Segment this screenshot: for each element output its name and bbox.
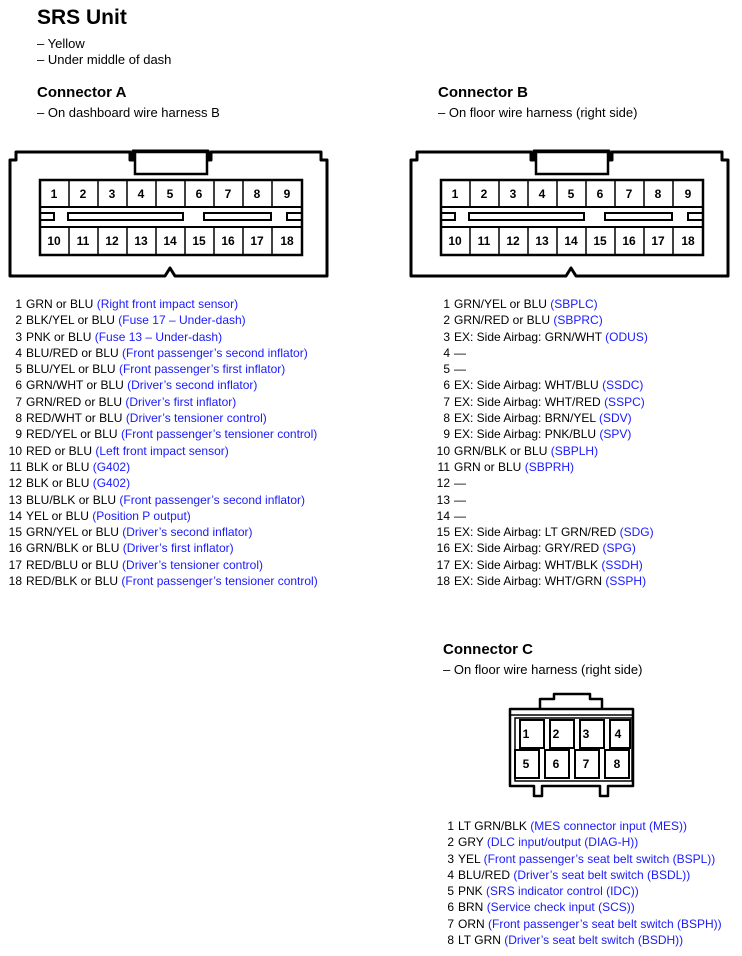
unit-color: – Yellow (37, 36, 85, 51)
pin-label: 3 (582, 727, 590, 741)
pin-row: 14 — (436, 508, 466, 523)
pin-row: 2 BLK/YEL or BLU (Fuse 17 – Under-dash) (15, 313, 246, 328)
pin-row: 16 GRN/BLK or BLU (Driver’s first inflator) (8, 541, 234, 556)
pin-label: 7 (582, 757, 590, 771)
pin-row: 1 LT GRN/BLK (MES connector input (MES)) (447, 819, 687, 833)
connector-b-latch (536, 152, 608, 174)
pin-row: 12 — (436, 476, 466, 491)
pin-label: 13 (535, 234, 549, 248)
connector-c-housing (510, 709, 633, 796)
connector-a-location: – On dashboard wire harness B (37, 105, 220, 120)
pin-row: 5 BLU/YEL or BLU (Front passenger’s first inflator) (15, 362, 286, 377)
connector-a-latch (135, 152, 207, 174)
pin-row: 15 EX: Side Airbag: LT GRN/RED (SDG) (436, 525, 654, 540)
pin-row: 6 BRN (Service check input (SCS)) (447, 900, 635, 915)
pin-row: 18 EX: Side Airbag: WHT/GRN (SSPH) (436, 574, 647, 589)
pin-row: 10 RED or BLU (Left front impact sensor) (8, 443, 229, 458)
pin-label: 7 (625, 187, 633, 201)
connector-b-diagram (401, 140, 741, 285)
pin-row: 4 BLU/RED (Driver’s seat belt switch (BSDL)) (447, 867, 691, 882)
unit-details (37, 36, 171, 68)
pin-label: 5 (522, 757, 530, 771)
pin-label: 8 (613, 757, 621, 771)
pin-label: 2 (552, 727, 560, 741)
pin-row: 11 BLK or BLU (G402) (9, 459, 131, 474)
connector-a-pins (47, 180, 294, 255)
pin-row: 10 GRN/BLK or BLU (SBPLH) (436, 443, 599, 458)
pin-row: 11 GRN or BLU (SBPRH) (437, 459, 575, 474)
pin-label: 16 (622, 234, 636, 248)
pin-label: 8 (654, 187, 662, 201)
pin-row: 12 BLK or BLU (G402) (8, 476, 131, 491)
unit-location: – Under middle of dash (37, 52, 172, 67)
pin-row: 8 EX: Side Airbag: BRN/YEL (SDV) (443, 411, 632, 426)
pin-label: 5 (166, 187, 174, 201)
pin-label: 17 (651, 234, 665, 248)
pin-label: 14 (564, 234, 578, 248)
pin-row: 7 EX: Side Airbag: WHT/RED (SSPC) (443, 394, 645, 409)
page-title: SRS Unit (37, 6, 127, 29)
pin-label: 4 (137, 187, 145, 201)
pin-row: 13 — (436, 492, 466, 507)
pin-label: 9 (283, 187, 291, 201)
pin-row: 4 — (443, 345, 466, 360)
pin-row: 3 EX: Side Airbag: GRN/WHT (ODUS) (443, 329, 648, 344)
pin-row: 5 PNK (SRS indicator control (IDC)) (447, 884, 639, 899)
connector-c-pin-list (432, 818, 722, 948)
pin-row: 17 EX: Side Airbag: WHT/BLK (SSDH) (436, 557, 643, 572)
pin-row: 13 BLU/BLK or BLU (Front passenger’s second inflator) (8, 492, 306, 507)
pin-label: 13 (134, 234, 148, 248)
pin-label: 14 (163, 234, 177, 248)
connector-c-latch (540, 694, 602, 709)
pin-row: 2 GRN/RED or BLU (SBPRC) (443, 313, 603, 328)
pin-label: 2 (79, 187, 87, 201)
pin-row: 1 GRN or BLU (Right front impact sensor) (15, 297, 239, 311)
connector-a-pin-list (0, 296, 318, 589)
pin-label: 12 (105, 234, 119, 248)
pin-label: 15 (192, 234, 206, 248)
pin-row: 2 GRY (DLC input/output (DIAG-H)) (447, 835, 639, 850)
pin-row: 17 RED/BLU or BLU (Driver’s tensioner control) (8, 557, 263, 572)
pin-row: 9 RED/YEL or BLU (Front passenger’s tensioner control) (15, 427, 318, 442)
pin-label: 11 (477, 234, 491, 248)
pin-label: 17 (250, 234, 264, 248)
connector-a-diagram (0, 140, 360, 285)
pin-row: 1 GRN/YEL or BLU (SBPLC) (443, 297, 598, 311)
connector-b-pin-list (428, 296, 654, 589)
pin-row: 8 RED/WHT or BLU (Driver’s tensioner control) (15, 411, 267, 426)
pin-label: 1 (451, 187, 459, 201)
pin-label: 12 (506, 234, 520, 248)
pin-label: 16 (221, 234, 235, 248)
pin-label: 6 (596, 187, 604, 201)
pin-label: 3 (509, 187, 517, 201)
pin-label: 6 (195, 187, 203, 201)
pin-label: 10 (448, 234, 462, 248)
pin-label: 2 (480, 187, 488, 201)
connector-c-location: – On floor wire harness (right side) (443, 662, 643, 677)
connector-c-diagram (500, 690, 650, 800)
pin-row: 16 EX: Side Airbag: GRY/RED (SPG) (436, 541, 636, 556)
pin-label: 8 (253, 187, 261, 201)
pin-row: 7 GRN/RED or BLU (Driver’s first inflator) (15, 394, 237, 409)
connector-a-heading: Connector A (37, 84, 127, 101)
pin-label: 6 (552, 757, 560, 771)
connector-c-heading: Connector C (443, 641, 533, 658)
pin-label: 9 (684, 187, 692, 201)
pin-row: 6 EX: Side Airbag: WHT/BLU (SSDC) (443, 378, 644, 393)
pin-row: 9 EX: Side Airbag: PNK/BLU (SPV) (443, 427, 632, 442)
pin-label: 4 (538, 187, 546, 201)
pin-row: 14 YEL or BLU (Position P output) (8, 508, 191, 523)
pin-label: 4 (614, 727, 622, 741)
pin-label: 11 (76, 234, 90, 248)
pin-row: 7 ORN (Front passenger’s seat belt switch (BSPH)) (447, 916, 722, 931)
connector-c-pins (515, 720, 630, 778)
pin-label: 5 (567, 187, 575, 201)
pin-row: 15 GRN/YEL or BLU (Driver’s second inflator) (8, 525, 253, 540)
connector-b-pins (448, 180, 695, 255)
pin-label: 18 (280, 234, 294, 248)
pin-row: 8 LT GRN (Driver’s seat belt switch (BSDH)) (447, 933, 684, 948)
pin-label: 1 (522, 727, 530, 741)
pin-row: 18 RED/BLK or BLU (Front passenger’s tensioner control) (8, 574, 318, 589)
pin-row: 4 BLU/RED or BLU (Front passenger’s second inflator) (15, 345, 308, 360)
connector-b-location: – On floor wire harness (right side) (438, 105, 638, 120)
pin-label: 3 (108, 187, 116, 201)
pin-row: 3 YEL (Front passenger’s seat belt switch (BSPL)) (447, 851, 716, 866)
pin-label: 18 (681, 234, 695, 248)
pin-label: 10 (47, 234, 61, 248)
pin-row: 3 PNK or BLU (Fuse 13 – Under-dash) (15, 329, 223, 344)
pin-label: 1 (50, 187, 58, 201)
pin-row: 6 GRN/WHT or BLU (Driver’s second inflator) (15, 378, 258, 393)
pin-label: 7 (224, 187, 232, 201)
connector-b-heading: Connector B (438, 84, 528, 101)
pin-row: 5 — (443, 362, 466, 377)
pin-label: 15 (593, 234, 607, 248)
